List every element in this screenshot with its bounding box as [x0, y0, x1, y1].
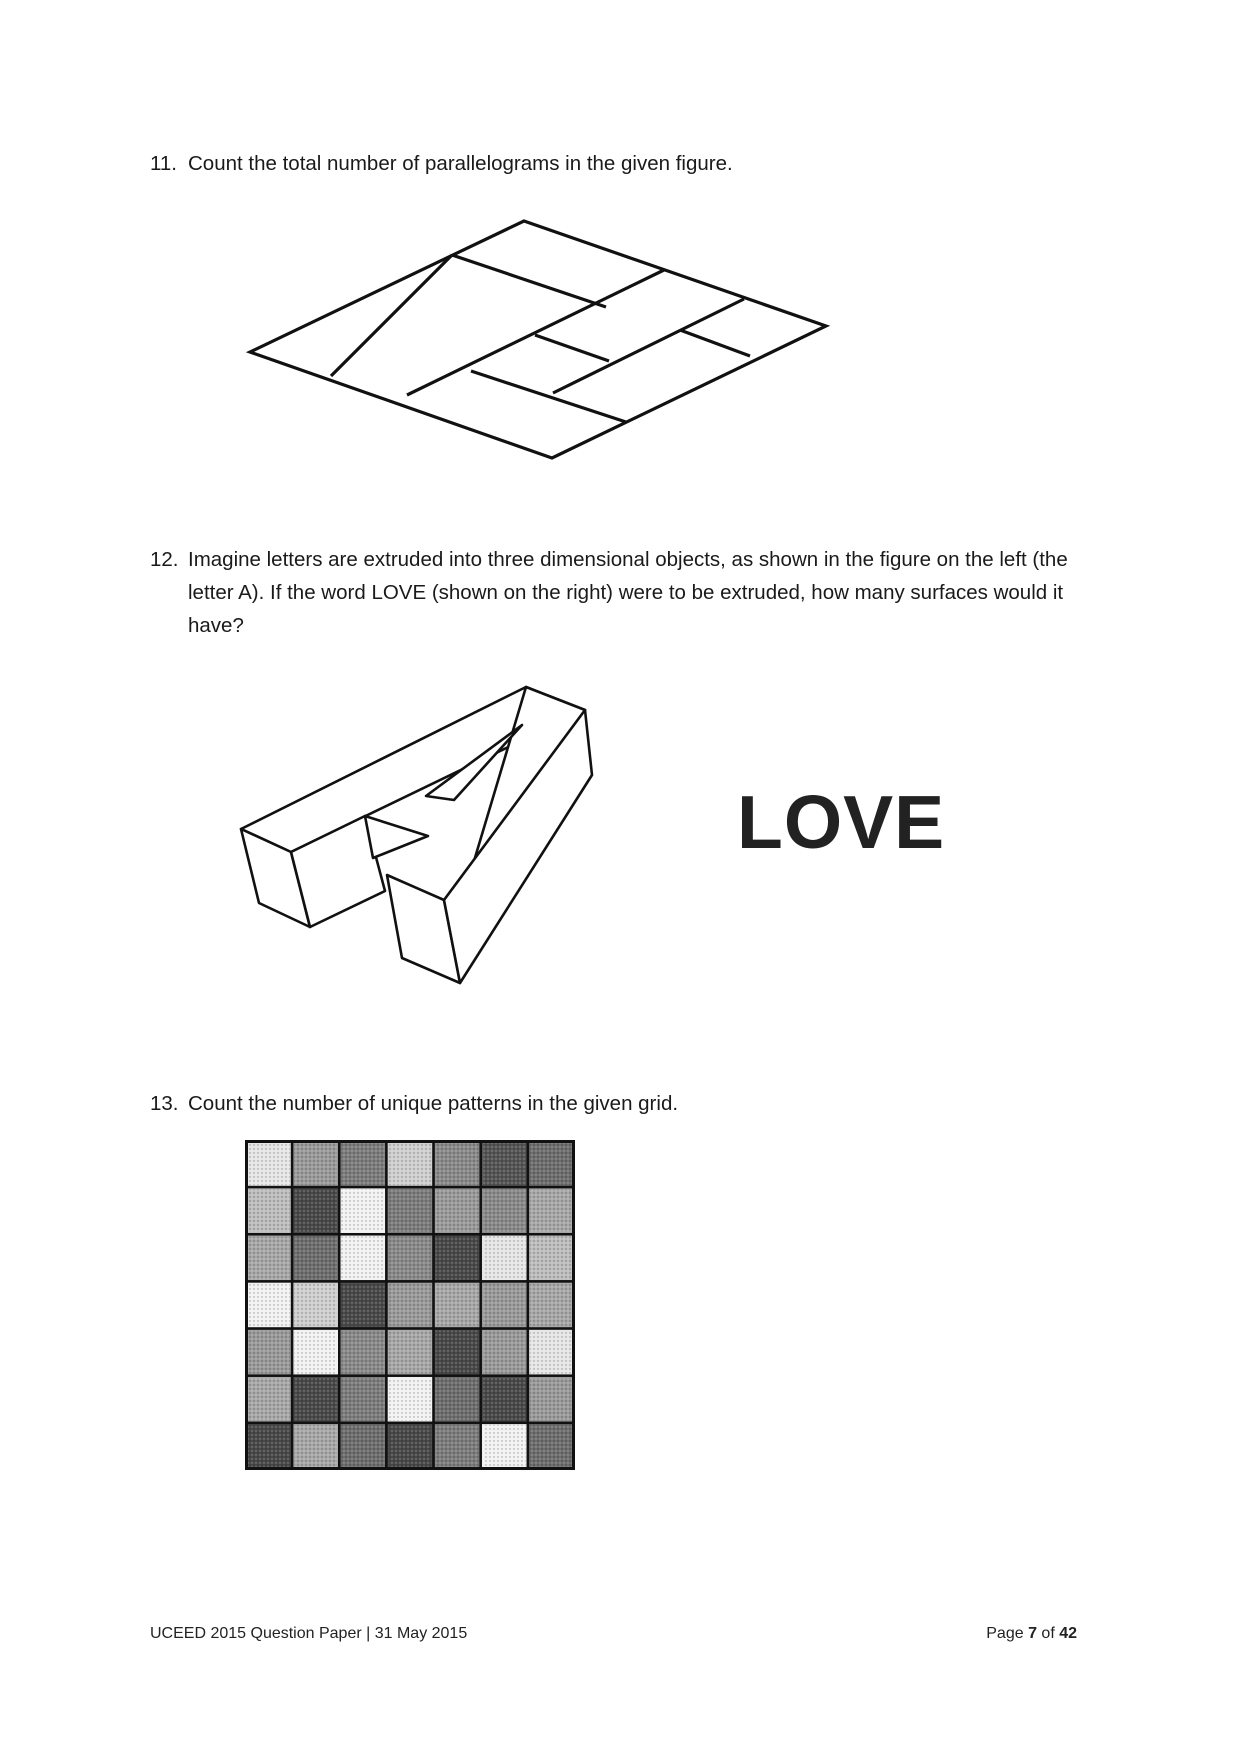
question-text: Imagine letters are extruded into three dimensional objects, as shown in the figure on the left (the letter A). If the word LOVE (shown on the right) were to be extruded, how many surfaces would it have?	[188, 548, 1068, 637]
grid-cell-texture	[530, 1283, 573, 1326]
grid-cell-texture	[483, 1331, 526, 1374]
grid-cell-texture	[483, 1283, 526, 1326]
grid-cell-texture	[388, 1331, 431, 1374]
grid-cell-texture	[341, 1331, 384, 1374]
grid-cell-texture	[483, 1378, 526, 1421]
question-number: 12.	[150, 548, 179, 571]
extruded-letter-a-figure	[235, 680, 605, 1000]
grid-cell-texture	[341, 1189, 384, 1232]
grid-cell-texture	[483, 1142, 526, 1185]
grid-cell-texture	[530, 1425, 573, 1468]
page-total: 42	[1059, 1625, 1077, 1642]
grid-cell-texture	[247, 1236, 290, 1279]
grid-cell-texture	[247, 1331, 290, 1374]
footer-left: UCEED 2015 Question Paper | 31 May 2015	[150, 1625, 468, 1642]
question-text: Count the number of unique patterns in the given grid.	[188, 1092, 679, 1115]
grid-cell-texture	[294, 1189, 337, 1232]
question-text: Count the total number of parallelograms in the given figure.	[188, 152, 733, 175]
grid-cell-texture	[483, 1189, 526, 1232]
grid-cell-texture	[294, 1425, 337, 1468]
grid-cell-texture	[294, 1331, 337, 1374]
grid-cell-texture	[341, 1236, 384, 1279]
grid-cell-texture	[388, 1425, 431, 1468]
grid-cell-texture	[530, 1142, 573, 1185]
grid-cell-texture	[247, 1425, 290, 1468]
grid-cell-texture	[341, 1142, 384, 1185]
grid-cell-texture	[388, 1142, 431, 1185]
grid-cell-texture	[530, 1189, 573, 1232]
grid-cell-texture	[294, 1142, 337, 1185]
page-number	[986, 1625, 1077, 1643]
parallelogram-figure	[245, 215, 845, 475]
grid-cell-texture	[388, 1189, 431, 1232]
question-12	[150, 543, 1070, 642]
grid-cell-texture	[388, 1378, 431, 1421]
pattern-grid	[245, 1140, 575, 1470]
grid-cell-texture	[247, 1142, 290, 1185]
question-number: 13.	[150, 1092, 179, 1115]
grid-cell-texture	[436, 1331, 479, 1374]
grid-cell-texture	[247, 1189, 290, 1232]
grid-cell-texture	[530, 1236, 573, 1279]
love-word: LOVE	[737, 780, 946, 864]
grid-cell-texture	[294, 1378, 337, 1421]
grid-cell-texture	[388, 1236, 431, 1279]
question-number: 11.	[150, 152, 177, 175]
grid-cell-texture	[436, 1189, 479, 1232]
grid-cell-texture	[530, 1378, 573, 1421]
page-current: 7	[1028, 1625, 1037, 1642]
grid-cell-texture	[436, 1378, 479, 1421]
grid-cell-texture	[436, 1142, 479, 1185]
grid-cell-texture	[483, 1425, 526, 1468]
grid-cell-texture	[436, 1236, 479, 1279]
grid-cell-texture	[530, 1331, 573, 1374]
grid-cell-texture	[247, 1378, 290, 1421]
grid-cell-texture	[341, 1425, 384, 1468]
page-prefix: Page	[986, 1625, 1029, 1642]
grid-cell-texture	[436, 1425, 479, 1468]
page-of: of	[1036, 1625, 1060, 1642]
grid-cell-texture	[388, 1283, 431, 1326]
grid-cell-texture	[294, 1236, 337, 1279]
question-13	[150, 1087, 1070, 1120]
grid-cell-texture	[247, 1283, 290, 1326]
grid-cell-texture	[341, 1283, 384, 1326]
grid-cell-texture	[436, 1283, 479, 1326]
grid-cell-texture	[483, 1236, 526, 1279]
grid-cell-texture	[294, 1283, 337, 1326]
question-11	[150, 147, 1070, 180]
grid-cell-texture	[341, 1378, 384, 1421]
